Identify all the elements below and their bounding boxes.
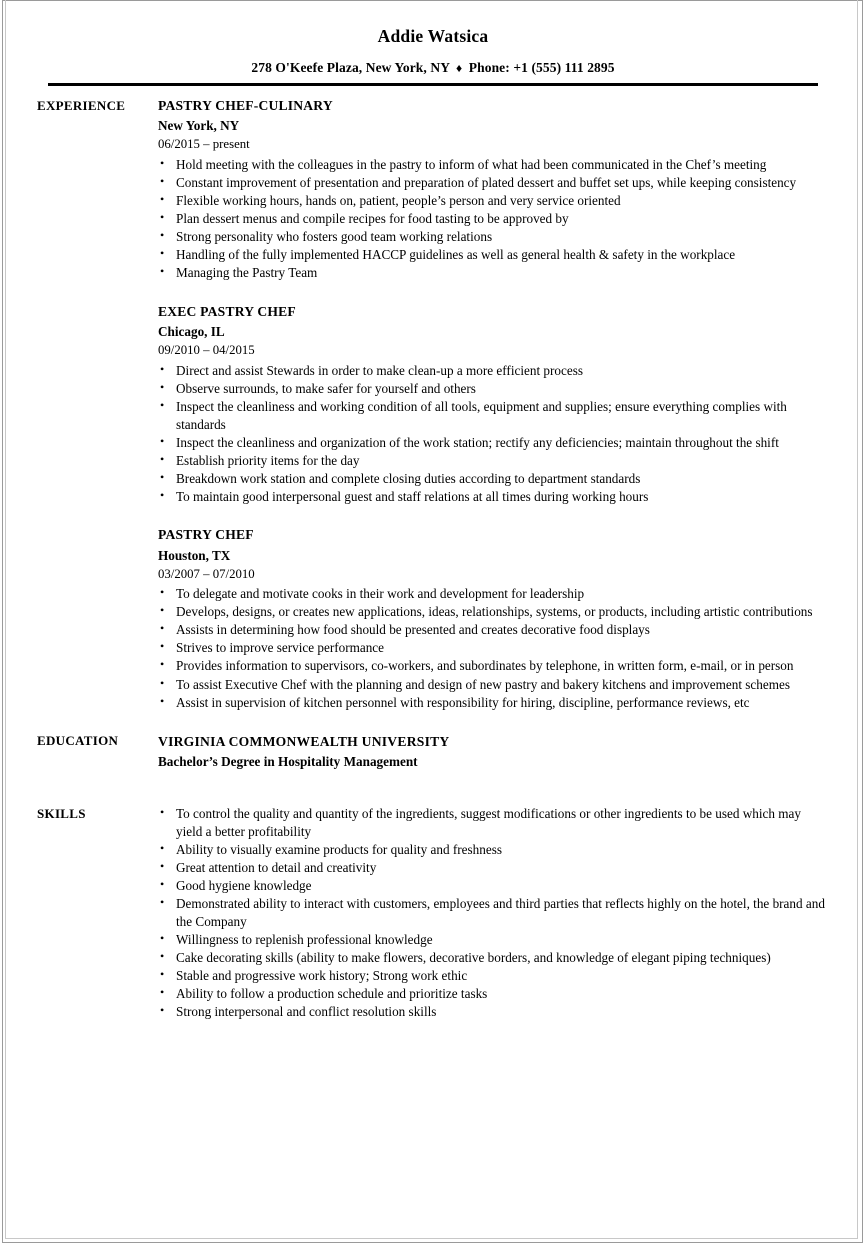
diamond-separator-icon: ♦	[456, 61, 463, 75]
job-bullet-list	[158, 585, 828, 711]
job-bullet: • Develops, designs, or creates new applications, ideas, relationships, systems, or products, including artistic contributions	[158, 603, 828, 621]
job-location: Houston, TX	[158, 547, 231, 563]
resume-body	[0, 86, 866, 1021]
education-school: VIRGINIA COMMONWEALTH UNIVERSITY	[158, 733, 450, 749]
job-bullet: • Direct and assist Stewards in order to make clean-up a more efficient process	[158, 362, 828, 380]
skill-bullet: • Stable and progressive work history; Strong work ethic	[158, 967, 828, 985]
job-bullet: • To assist Executive Chef with the planning and design of new pastry and bakery kitchens and improvement schemes	[158, 676, 828, 694]
skills-bullet-list	[158, 805, 828, 1020]
experience-entry	[158, 97, 828, 282]
job-location: Chicago, IL	[158, 324, 225, 340]
section-experience	[37, 97, 828, 712]
skill-bullet: • Strong interpersonal and conflict resolution skills	[158, 1003, 828, 1021]
skills-list	[158, 805, 828, 1021]
experience-entry	[158, 526, 828, 711]
job-bullet: • Establish priority items for the day	[158, 452, 828, 470]
job-bullet: • To delegate and motivate cooks in their work and development for leadership	[158, 585, 828, 603]
job-bullet: • Plan dessert menus and compile recipes for food tasting to be approved by	[158, 210, 828, 228]
job-title: EXEC PASTRY CHEF	[158, 303, 296, 319]
job-bullet: • Strong personality who fosters good team working relations	[158, 228, 828, 246]
job-bullet: • Observe surrounds, to make safer for yourself and others	[158, 380, 828, 398]
skill-bullet: • Cake decorating skills (ability to make flowers, decorative borders, and knowledge of elegant piping techniques)	[158, 949, 828, 967]
job-bullet: • To maintain good interpersonal guest and staff relations at all times during working hours	[158, 488, 828, 506]
job-bullet: • Inspect the cleanliness and organization of the work station; rectify any deficiencies; maintain throughout the shift	[158, 434, 828, 452]
skill-bullet: • Willingness to replenish professional knowledge	[158, 931, 828, 949]
section-skills	[37, 805, 828, 1021]
job-bullet: • Provides information to supervisors, co-workers, and subordinates by telephone, in written form, e-mail, or in person	[158, 657, 828, 675]
education-degree: Bachelor’s Degree in Hospitality Management	[158, 753, 418, 769]
education-entry	[158, 732, 828, 772]
skill-bullet: • Ability to follow a production schedule and prioritize tasks	[158, 985, 828, 1003]
job-location: New York, NY	[158, 118, 240, 134]
job-bullet: • Flexible working hours, hands on, patient, people’s person and very service oriented	[158, 192, 828, 210]
section-label-skills: SKILLS	[37, 806, 86, 822]
contact-line	[0, 60, 866, 76]
job-bullet: • Assists in determining how food should be presented and creates decorative food displays	[158, 621, 828, 639]
resume-header	[0, 0, 866, 86]
job-title: PASTRY CHEF-CULINARY	[158, 98, 333, 113]
job-bullet-list	[158, 362, 828, 505]
job-bullet: • Inspect the cleanliness and working condition of all tools, equipment and supplies; ensure everything complies with standards	[158, 398, 828, 433]
job-title: PASTRY CHEF	[158, 527, 254, 543]
job-dates: 03/2007 – 07/2010	[158, 566, 255, 581]
job-bullet: • Strives to improve service performance	[158, 639, 828, 657]
skill-bullet: • Demonstrated ability to interact with customers, employees and third parties that reflects highly on the hotel, the brand and the Company	[158, 895, 828, 930]
candidate-name: Addie Watsica	[377, 26, 489, 46]
section-label-education: EDUCATION	[37, 732, 119, 748]
candidate-phone: Phone: +1 (555) 111 2895	[468, 60, 615, 75]
job-bullet: • Constant improvement of presentation and preparation of plated dessert and buffet set ups, while keeping consistency	[158, 174, 828, 192]
job-bullet: • Breakdown work station and complete closing duties according to department standards	[158, 470, 828, 488]
job-bullet: • Hold meeting with the colleagues in the pastry to inform of what had been communicated in the Chef’s meeting	[158, 156, 828, 174]
job-bullet: • Assist in supervision of kitchen personnel with responsibility for hiring, discipline, performance reviews, etc	[158, 694, 828, 712]
skill-bullet: • Ability to visually examine products for quality and freshness	[158, 841, 828, 859]
job-bullet-list	[158, 156, 828, 282]
job-dates: 06/2015 – present	[158, 137, 250, 152]
experience-entry	[158, 303, 828, 505]
experience-list	[158, 97, 828, 712]
skill-bullet: • Good hygiene knowledge	[158, 877, 828, 895]
job-bullet: • Handling of the fully implemented HACCP guidelines as well as general health & safety in the workplace	[158, 246, 828, 264]
section-label-experience: EXPERIENCE	[37, 98, 126, 113]
skill-bullet: • To control the quality and quantity of the ingredients, suggest modifications or other ingredients to be used which may yield a better profitability	[158, 805, 828, 840]
skill-bullet: • Great attention to detail and creativity	[158, 859, 828, 877]
section-education	[37, 732, 828, 772]
job-bullet: • Managing the Pastry Team	[158, 264, 828, 282]
job-dates: 09/2010 – 04/2015	[158, 343, 255, 358]
education-list	[158, 732, 828, 772]
candidate-address: 278 O'Keefe Plaza, New York, NY	[251, 60, 450, 75]
